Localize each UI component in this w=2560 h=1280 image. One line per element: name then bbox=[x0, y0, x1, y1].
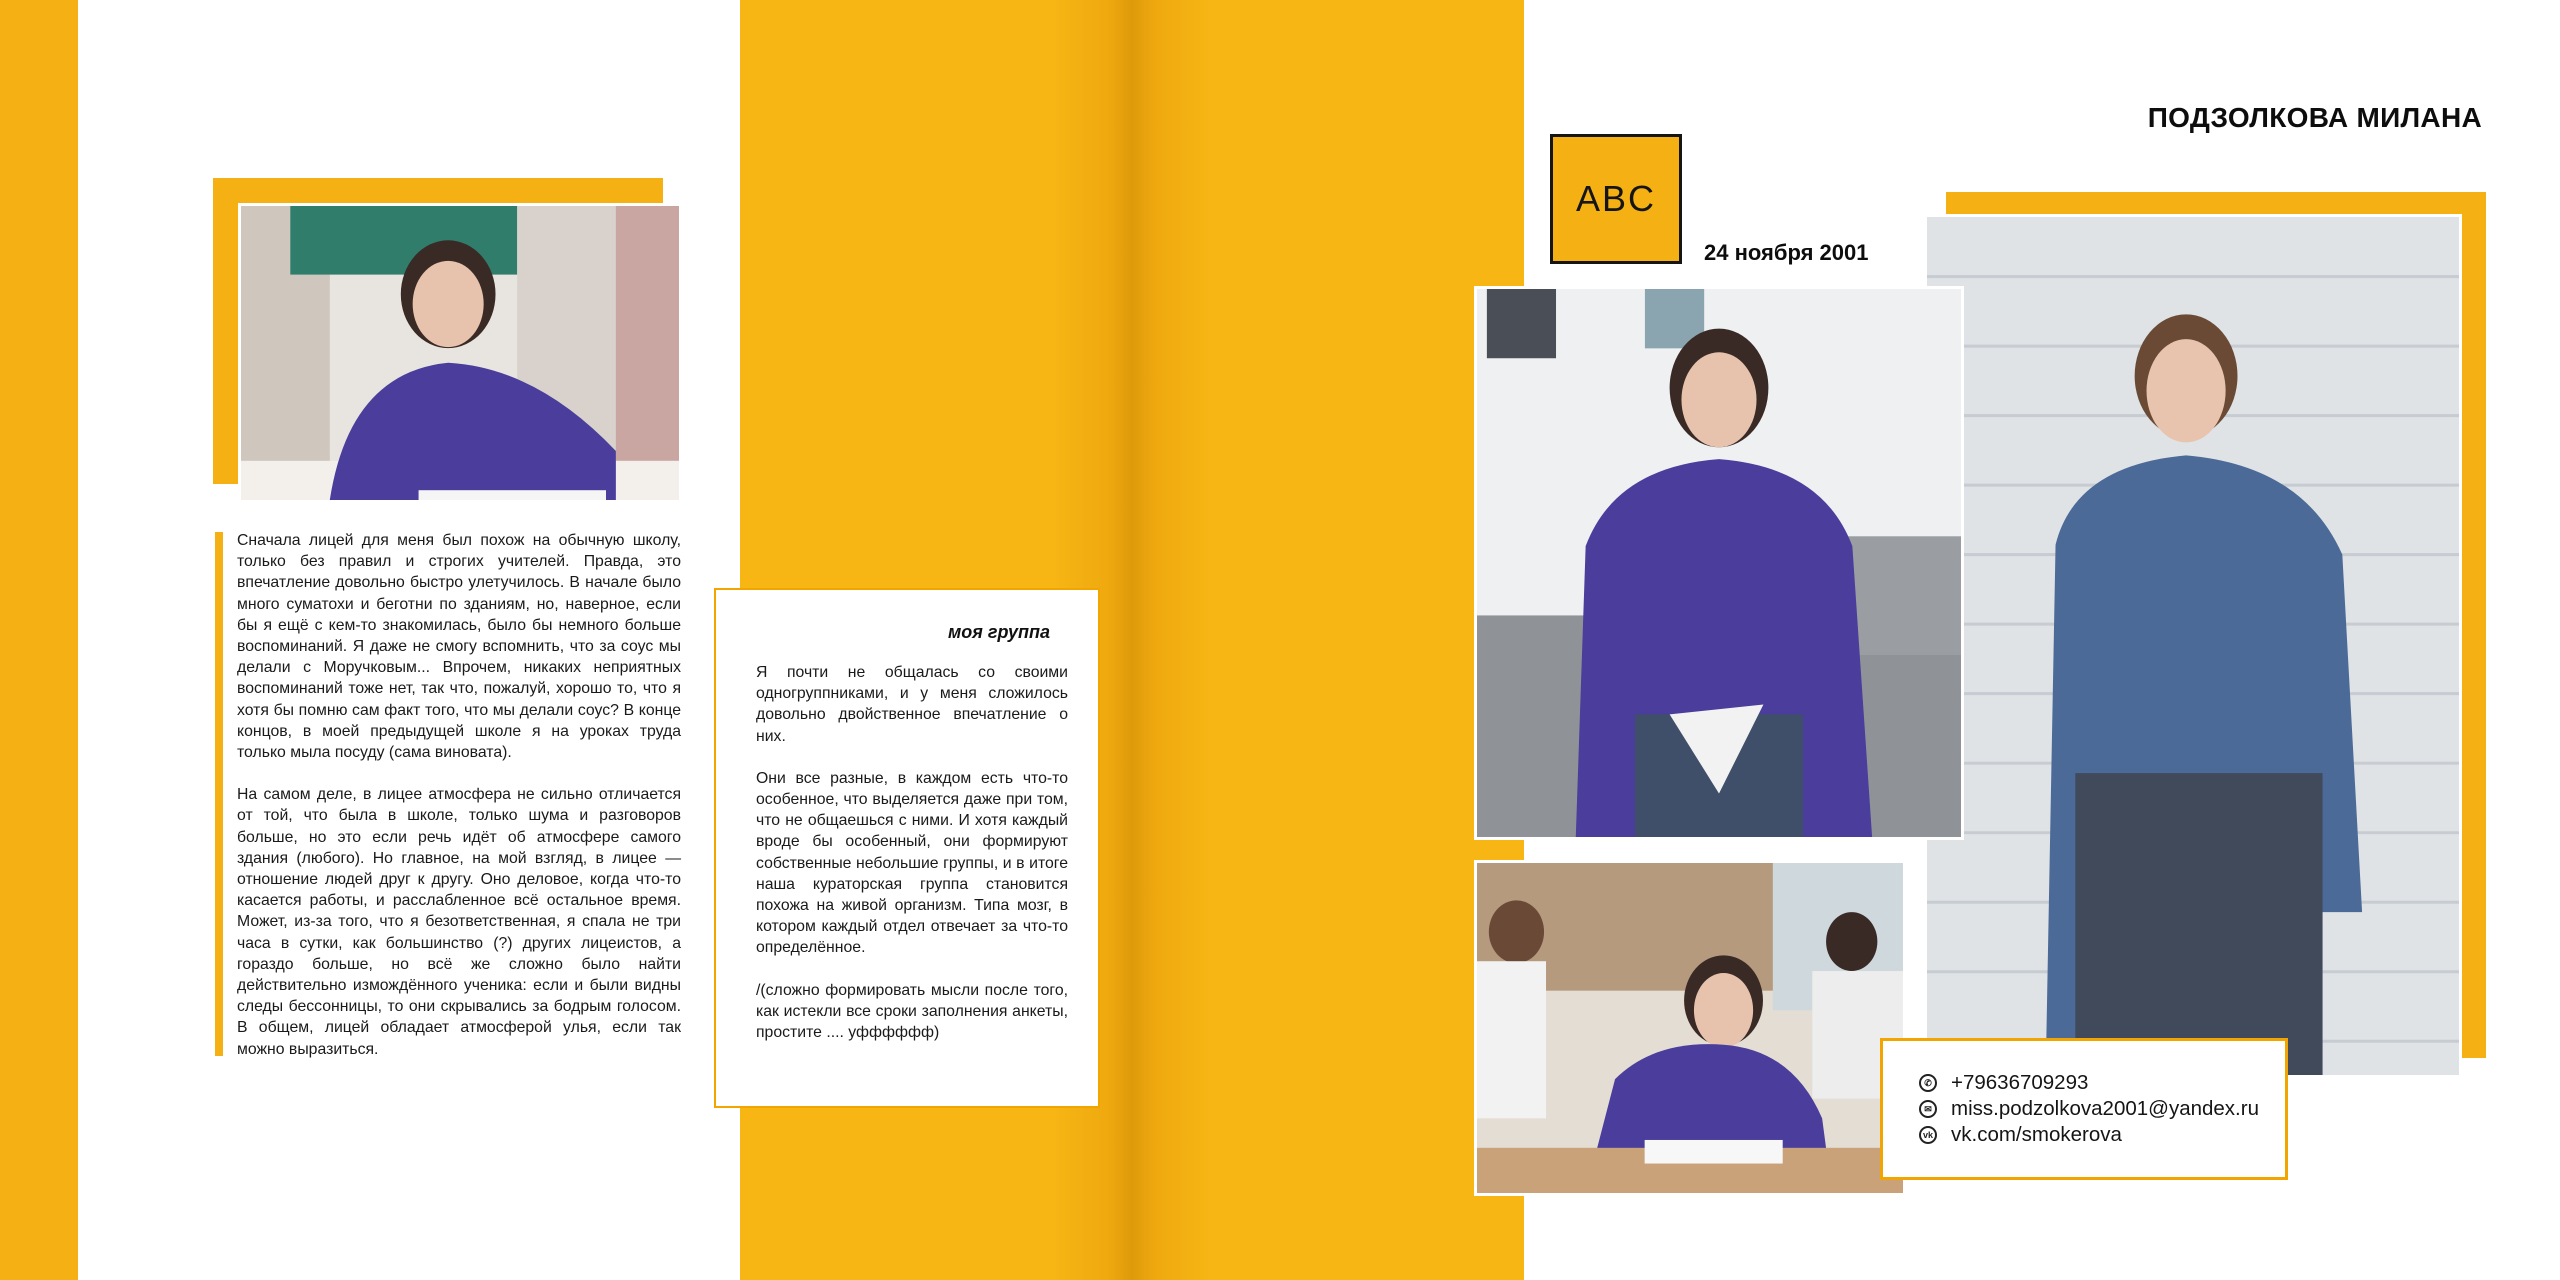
group-paragraph: Я почти не общалась со своими одногруппниками, и у меня сложилось довольно двойственное впечатление о них. bbox=[756, 664, 1068, 745]
contact-phone-text: +79636709293 bbox=[1951, 1071, 2089, 1094]
abc-logo bbox=[1550, 134, 1682, 264]
portrait-photo-reading bbox=[238, 203, 682, 503]
contact-vk bbox=[1919, 1123, 2122, 1147]
story-paragraph: На самом деле, в лицее атмосфера не сильно отличается от той, что была в школе, только шума и разговоров больше, но это если речь идёт об атмосфере самого здания (любого). Но главное, на мой взгляд, в лицее — отношение людей друг к другу. Оно деловое, когда что-то касается работы, и расслабленное всё остальное время. Может, из-за того, что я безответственная, я спала не три часа в сутки, как большинство (?) других лицеистов, а гораздо больше, но всё же сложно было найти действительно измождённого ученика: если и были видны следы бессонницы, то они скрывались за бодрым голосом. В общем, лицей обладает атмосферой улья, если так можно выразиться. bbox=[237, 786, 681, 1058]
portrait-photo-sitting bbox=[1474, 286, 1964, 840]
group-paragraph: /(сложно формировать мысли после того, как истекли все сроки заполнения анкеты, простите .... уфффффф) bbox=[756, 981, 1068, 1042]
vk-icon: vk bbox=[1919, 1126, 1937, 1144]
email-icon: ✉ bbox=[1919, 1100, 1937, 1118]
group-text bbox=[756, 662, 1068, 1064]
logo-text: ABC bbox=[1575, 178, 1657, 219]
contact-box bbox=[1880, 1038, 2288, 1180]
contact-vk-text: vk.com/smokerova bbox=[1951, 1123, 2122, 1146]
group-title: моя группа bbox=[947, 622, 1050, 642]
text-accent-bar bbox=[215, 532, 223, 1056]
contact-phone bbox=[1919, 1071, 2088, 1095]
portrait-photo-standing bbox=[1924, 214, 2462, 1078]
phone-icon: ✆ bbox=[1919, 1074, 1937, 1092]
group-paragraph: Они все разные, в каждом есть что-то особенное, что выделяется даже при том, что не общаешься с ними. И хотя каждый вроде бы особенный, они формируют собственные небольшие группы, и в итоге наша кураторская группа становится похожа на живой организм. Типа мозг, в котором каждый отдел отвечает за что-то определённое. bbox=[756, 769, 1068, 957]
story-paragraph: Сначала лицей для меня был похож на обычную школу, только без правил и строгих учителей. Правда, это впечатление довольно быстро улетучилось. В начале было много суматохи и беготни по зданиям, но, наверное, если бы я ещё с кем-то знакомилась, было бы немного больше воспоминаний. Я даже не смогу вспомнить, что за соус мы делали с Моручковым... Впрочем, никаких неприятных воспоминаний тоже нет, так что, пожалуй, хорошо то, что я хотя бы помню сам факт того, что мы делали соус? В конце концов, в моей предыдущей школе я на уроках труда только мыла посуду (сама виновата). bbox=[237, 532, 681, 762]
group-box bbox=[714, 588, 1100, 1108]
contact-email bbox=[1919, 1097, 2259, 1121]
story-text bbox=[237, 530, 681, 1081]
birth-date: 24 ноября 2001 bbox=[1704, 240, 1869, 265]
classroom-photo bbox=[1474, 860, 1906, 1196]
contact-email-text: miss.podzolkova2001@yandex.ru bbox=[1951, 1097, 2259, 1120]
student-name: ПОДЗОЛКОВА МИЛАНА bbox=[2147, 102, 2482, 133]
